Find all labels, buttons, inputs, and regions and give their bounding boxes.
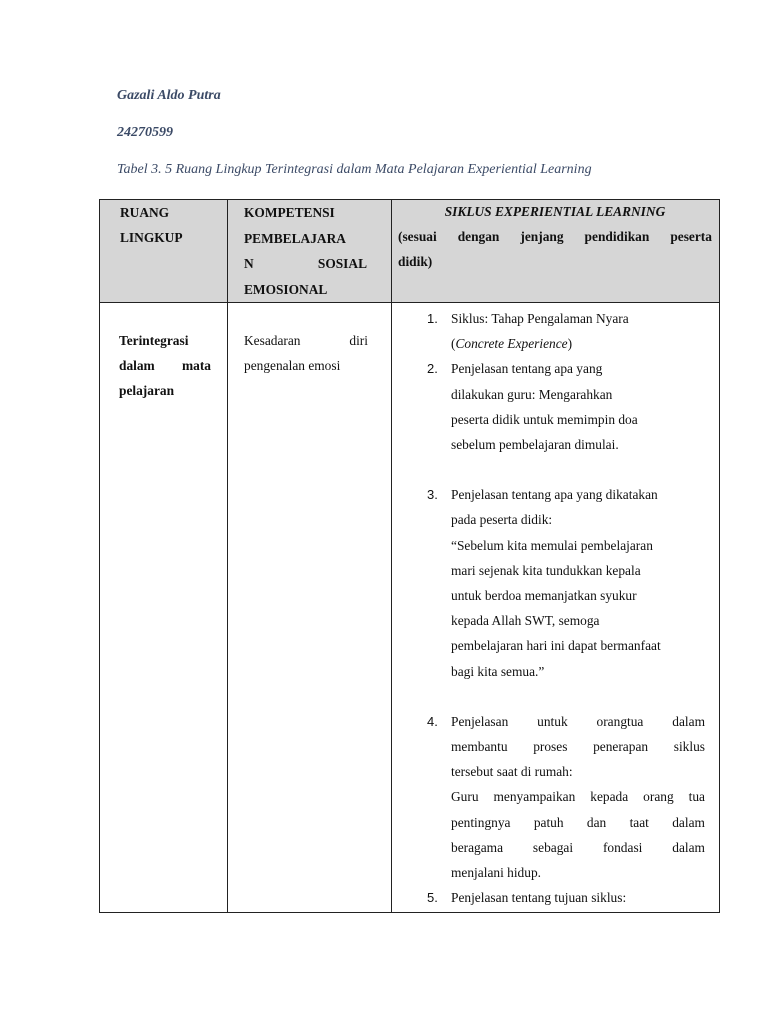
student-id: 24270599 bbox=[117, 125, 173, 140]
list-line bbox=[451, 709, 705, 734]
list-item bbox=[419, 885, 705, 910]
list-line: “Sebelum kita memulai pembelajaran bbox=[451, 537, 653, 553]
list-number: 1. bbox=[427, 311, 438, 326]
word: (sesuai bbox=[398, 229, 437, 244]
list-line: mari sejenak kita tundukkan kepala bbox=[451, 562, 641, 578]
cell-line: pelajaran bbox=[119, 383, 175, 398]
list-item bbox=[419, 356, 705, 457]
list-item bbox=[419, 482, 705, 684]
word: siklus bbox=[673, 739, 705, 755]
cell-ruang-lingkup bbox=[100, 303, 228, 913]
scope-table bbox=[99, 199, 720, 913]
list-item bbox=[419, 306, 705, 356]
subtitle-line: didik) bbox=[398, 254, 433, 269]
list-line bbox=[451, 734, 705, 759]
header-kompetensi bbox=[228, 200, 392, 303]
word: dalam bbox=[672, 814, 705, 830]
list-line bbox=[451, 835, 705, 860]
word: taat bbox=[629, 814, 649, 830]
list-number: 4. bbox=[427, 713, 438, 729]
word: dalam bbox=[672, 839, 705, 855]
word: proses bbox=[533, 739, 568, 755]
list-line: dilakukan guru: Mengarahkan bbox=[451, 386, 613, 402]
word: orangtua bbox=[596, 713, 644, 729]
word: SOSIAL bbox=[317, 256, 367, 271]
list-line: sebelum pembelajaran dimulai. bbox=[451, 437, 619, 453]
word: mata bbox=[181, 358, 211, 373]
paren: ( bbox=[451, 336, 456, 352]
header-text: RUANG bbox=[120, 205, 170, 220]
term-italic: Concrete Experience bbox=[455, 336, 568, 352]
word: untuk bbox=[537, 713, 568, 729]
word: pentingnya bbox=[451, 814, 511, 830]
list-line: tersebut saat di rumah: bbox=[451, 764, 573, 780]
paren: ) bbox=[567, 336, 573, 352]
list-line: Penjelasan tentang tujuan siklus: bbox=[451, 890, 627, 906]
list-number: 5. bbox=[427, 890, 438, 906]
word: menyampaikan bbox=[493, 789, 576, 805]
word: pendidikan bbox=[584, 229, 650, 244]
list-line: bagi kita semua.” bbox=[451, 663, 545, 679]
word: Kesadaran bbox=[244, 333, 301, 348]
word: dalam bbox=[119, 358, 155, 373]
header-text: LINGKUP bbox=[120, 230, 183, 245]
header-ruang-lingkup bbox=[100, 200, 228, 303]
word: membantu bbox=[451, 739, 508, 755]
list-line: pembelajaran hari ini dapat bermanfaat bbox=[451, 638, 661, 654]
list-item bbox=[419, 709, 705, 885]
list-number: 2. bbox=[427, 361, 438, 377]
cell-line bbox=[244, 328, 368, 353]
word: dan bbox=[586, 814, 607, 830]
table-header-row bbox=[100, 200, 720, 303]
word: dalam bbox=[672, 713, 705, 729]
cell-siklus-list bbox=[392, 303, 720, 913]
list-line: Penjelasan tentang apa yang bbox=[451, 361, 603, 377]
header-text: PEMBELAJARA bbox=[244, 230, 346, 246]
header-text: KOMPETENSI bbox=[244, 205, 335, 220]
word: kepada bbox=[590, 789, 629, 805]
list-line: peserta didik untuk memimpin doa bbox=[451, 411, 638, 427]
word: beragama bbox=[451, 839, 504, 855]
word: tua bbox=[688, 789, 705, 805]
list-line: Siklus: Tahap Pengalaman Nyara bbox=[451, 311, 629, 326]
word: N bbox=[244, 256, 254, 271]
word: Guru bbox=[451, 789, 479, 805]
cell-line bbox=[119, 353, 211, 378]
list-line bbox=[451, 784, 705, 809]
word: Penjelasan bbox=[451, 713, 509, 729]
word: sebagai bbox=[532, 839, 574, 855]
author-name: Gazali Aldo Putra bbox=[117, 88, 221, 103]
word: peserta bbox=[670, 229, 712, 244]
header-title: SIKLUS EXPERIENTIAL LEARNING bbox=[444, 204, 666, 219]
list-line bbox=[451, 331, 705, 356]
header-siklus bbox=[392, 200, 720, 303]
cell-line: pengenalan emosi bbox=[244, 358, 341, 373]
cell-kompetensi bbox=[228, 303, 392, 913]
list-line: untuk berdoa memanjatkan syukur bbox=[451, 588, 637, 604]
table-row bbox=[100, 303, 720, 913]
list-line: kepada Allah SWT, semoga bbox=[451, 613, 600, 629]
word: orang bbox=[643, 789, 674, 805]
word: penerapan bbox=[593, 739, 649, 755]
list-line bbox=[451, 810, 705, 835]
word: dengan bbox=[457, 229, 500, 244]
word: patuh bbox=[533, 814, 564, 830]
table-caption: Tabel 3. 5 Ruang Lingkup Terintegrasi dalam Mata Pelajaran Experiential Learning bbox=[117, 162, 592, 177]
word: jenjang bbox=[520, 229, 564, 244]
header-subtitle bbox=[398, 224, 712, 274]
word: diri bbox=[349, 333, 368, 348]
subtitle-line bbox=[398, 224, 712, 249]
header-text: EMOSIONAL bbox=[244, 281, 328, 297]
cell-line: Terintegrasi bbox=[119, 333, 189, 348]
list-line: menjalani hidup. bbox=[451, 865, 541, 881]
header-text bbox=[244, 251, 391, 277]
word: fondasi bbox=[602, 839, 643, 855]
list-line: Penjelasan tentang apa yang dikatakan bbox=[451, 487, 658, 503]
list-line: pada peserta didik: bbox=[451, 512, 553, 528]
list-number: 3. bbox=[427, 487, 438, 503]
